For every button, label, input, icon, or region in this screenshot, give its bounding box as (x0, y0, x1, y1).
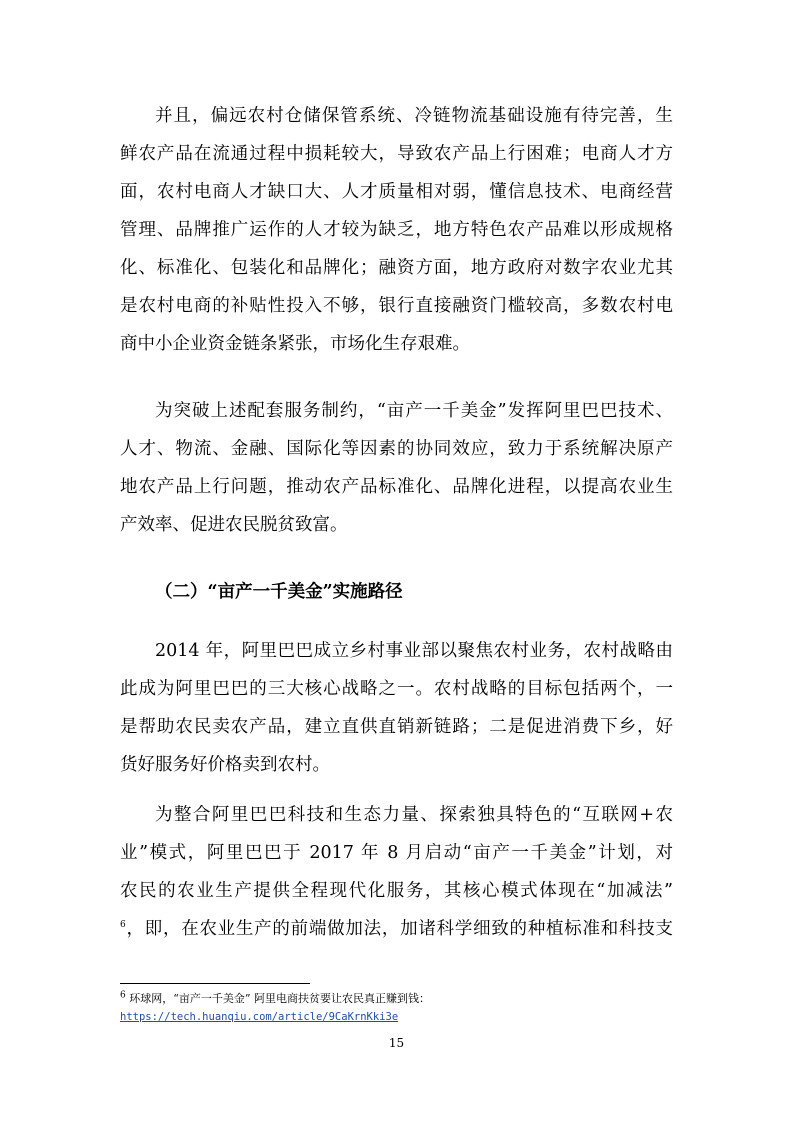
paragraph-3 (120, 632, 673, 784)
text-line: ，即，在农业生产的前端做加法，加诸科学细致的种植标准和科技支 (125, 919, 673, 939)
text-line-with-footnote-ref (120, 910, 673, 948)
footnote-link[interactable]: https://tech.huanqiu.com/article/9CaKrnKki3e (120, 1011, 399, 1023)
text-line: 管理、品牌推广运作的人才较为缺乏，地方特色农产品难以形成规格 (120, 220, 673, 240)
text-line: 商中小企业资金链条紧张，市场化生存艰难。 (120, 334, 470, 354)
text-line: 货好服务好价格卖到农村。 (120, 755, 330, 775)
text-line: 此成为阿里巴巴的三大核心战略之一。农村战略的目标包括两个，一 (120, 679, 673, 699)
page-number: 15 (388, 1036, 405, 1050)
footnote (120, 990, 430, 1026)
footnote-text-line (120, 990, 430, 1008)
footnote-separator (120, 983, 310, 984)
footnote-text: 环球网，“亩产一千美金” 阿里电商扶贫要让农民真正赚到钱： (125, 992, 430, 1005)
text-line: 是帮助农民卖农产品，建立直供直销新链路；二是促进消费下乡，好 (120, 717, 673, 737)
text-line: 业”模式，阿里巴巴于 2017 年 8 月启动“亩产一千美金”计划，对 (120, 843, 673, 863)
text-line: 农民的农业生产提供全程现代化服务，其核心模式体现在“加减法” (120, 881, 673, 901)
text-line: 为突破上述配套服务制约，“亩产一千美金”发挥阿里巴巴技术、 (155, 401, 673, 421)
text-line: 鲜农产品在流通过程中损耗较大，导致农产品上行困难；电商人才方 (120, 144, 673, 164)
text-line: 化、标准化、包装化和品牌化；融资方面，地方政府对数字农业尤其 (120, 258, 673, 278)
footnote-link-line (120, 1008, 430, 1026)
paragraph-2 (120, 392, 673, 544)
text-line: 产效率、促进农民脱贫致富。 (120, 515, 348, 535)
text-line: 并且，偏远农村仓储保管系统、冷链物流基础设施有待完善，生 (155, 106, 673, 126)
section-heading: （二）“亩产一千美金”实施路径 (155, 582, 403, 602)
footnote-marker: 6 (120, 990, 126, 1001)
footnote-reference[interactable]: 6 (120, 920, 126, 931)
text-line: 是农村电商的补贴性投入不够，银行直接融资门槛较高，多数农村电 (120, 296, 673, 316)
text-line: 地农产品上行问题，推动农产品标准化、品牌化进程，以提高农业生 (120, 477, 673, 497)
text-line: 为整合阿里巴巴科技和生态力量、探索独具特色的“互联网+农 (155, 805, 673, 825)
paragraph-4 (120, 796, 673, 948)
paragraph-1 (120, 97, 673, 363)
text-line: 面，农村电商人才缺口大、人才质量相对弱，懂信息技术、电商经营 (120, 182, 673, 202)
text-line: 人才、物流、金融、国际化等因素的协同效应，致力于系统解决原产 (120, 439, 673, 459)
text-line: 2014 年，阿里巴巴成立乡村事业部以聚焦农村业务，农村战略由 (155, 641, 673, 661)
